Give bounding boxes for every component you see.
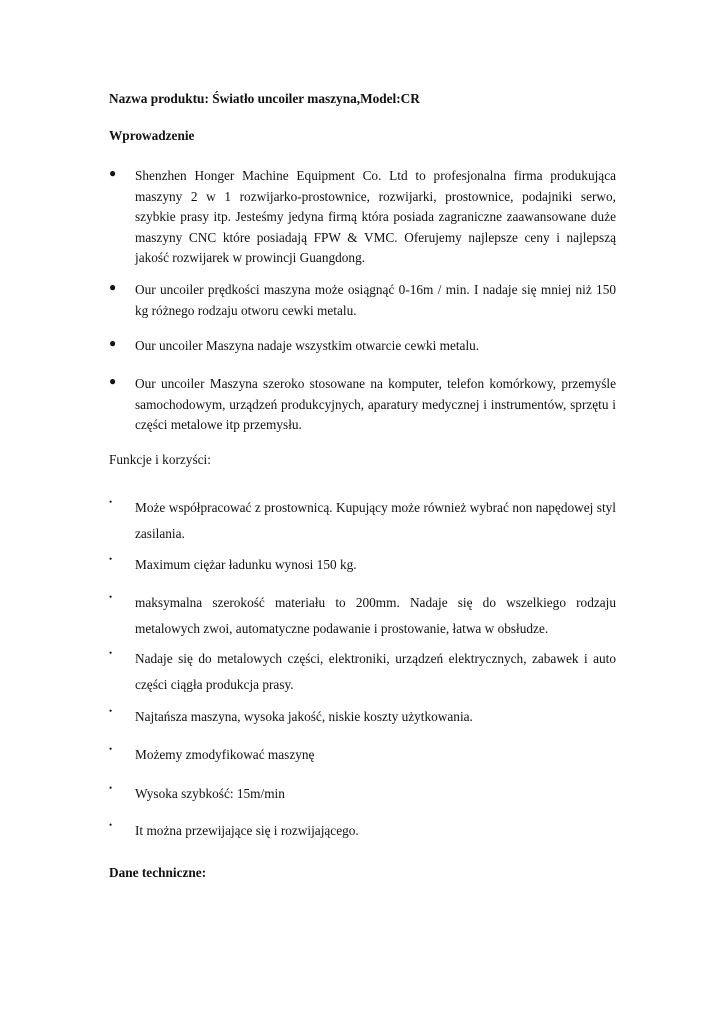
feature-item-text: Maximum ciężar ładunku wynosi 150 kg. xyxy=(135,557,357,572)
feature-item-text: It można przewijające się i rozwijającego. xyxy=(135,823,359,838)
bullet-icon: • xyxy=(109,744,113,754)
intro-heading: Wprowadzenie xyxy=(109,128,195,143)
feature-item-text: Możemy zmodyfikować maszynę xyxy=(135,747,315,762)
intro-item-text: Our uncoiler Maszyna szeroko stosowane na komputer, telefon komórkowy, przemyśle samochodowym, urządzeń produkcyjnych, aparatury medycznej i instrumentów, sprzętu i części metalowe itp przemysłu. xyxy=(135,376,616,432)
bullet-icon: ● xyxy=(109,166,117,180)
feature-item-text: Może współpracować z prostownicą. Kupujący może również wybrać non napędowej styl zasilania. xyxy=(135,500,616,541)
bullet-icon: • xyxy=(109,497,113,507)
feature-item-text: maksymalna szerokość materiału to 200mm. Nadaje się do wszelkiego rodzaju metalowych zwoi, automatyczne podawanie i prostowanie, łatwa w obsłudze. xyxy=(135,595,616,636)
bullet-icon: • xyxy=(109,783,113,793)
bullet-icon: ● xyxy=(109,336,117,350)
bullet-icon: • xyxy=(109,648,113,658)
intro-item-text: Shenzhen Honger Machine Equipment Co. Ltd to profesjonalna firma produkująca maszyny 2 w 1 rozwijarko-prostownice, rozwijarki, prostownice, podajniki serwo, szybkie prasy itp. Jesteśmy jedyna firmą która posiada zagraniczne zaawansowane duże maszyny CNC które posiadają FPW & VMC. Oferujemy najlepsze ceny i najlepszą jakość rozwijarek w prowincji Guangdong. xyxy=(135,168,616,265)
feature-item-text: Wysoka szybkość: 15m/min xyxy=(135,786,285,801)
bullet-icon: • xyxy=(109,592,113,602)
bullet-icon: ● xyxy=(109,374,117,388)
tech-data-heading: Dane techniczne: xyxy=(109,865,207,880)
features-heading: Funkcje i korzyści: xyxy=(109,452,211,467)
feature-item-text: Najtańsza maszyna, wysoka jakość, niskie koszty użytkowania. xyxy=(135,709,473,724)
bullet-icon: ● xyxy=(109,280,117,294)
bullet-icon: • xyxy=(109,820,113,830)
bullet-icon: • xyxy=(109,706,113,716)
product-title: Nazwa produktu: Światło uncoiler maszyna,Model:CR xyxy=(109,91,420,106)
bullet-icon: • xyxy=(109,554,113,564)
feature-item-text: Nadaje się do metalowych części, elektroniki, urządzeń elektrycznych, zabawek i auto części ciągła produkcja prasy. xyxy=(135,651,616,692)
intro-item-text: Our uncoiler prędkości maszyna może osiągnąć 0-16m / min. I nadaje się mniej niż 150 kg różnego rodzaju otworu cewki metalu. xyxy=(135,282,616,318)
intro-item-text: Our uncoiler Maszyna nadaje wszystkim otwarcie cewki metalu. xyxy=(135,338,480,353)
